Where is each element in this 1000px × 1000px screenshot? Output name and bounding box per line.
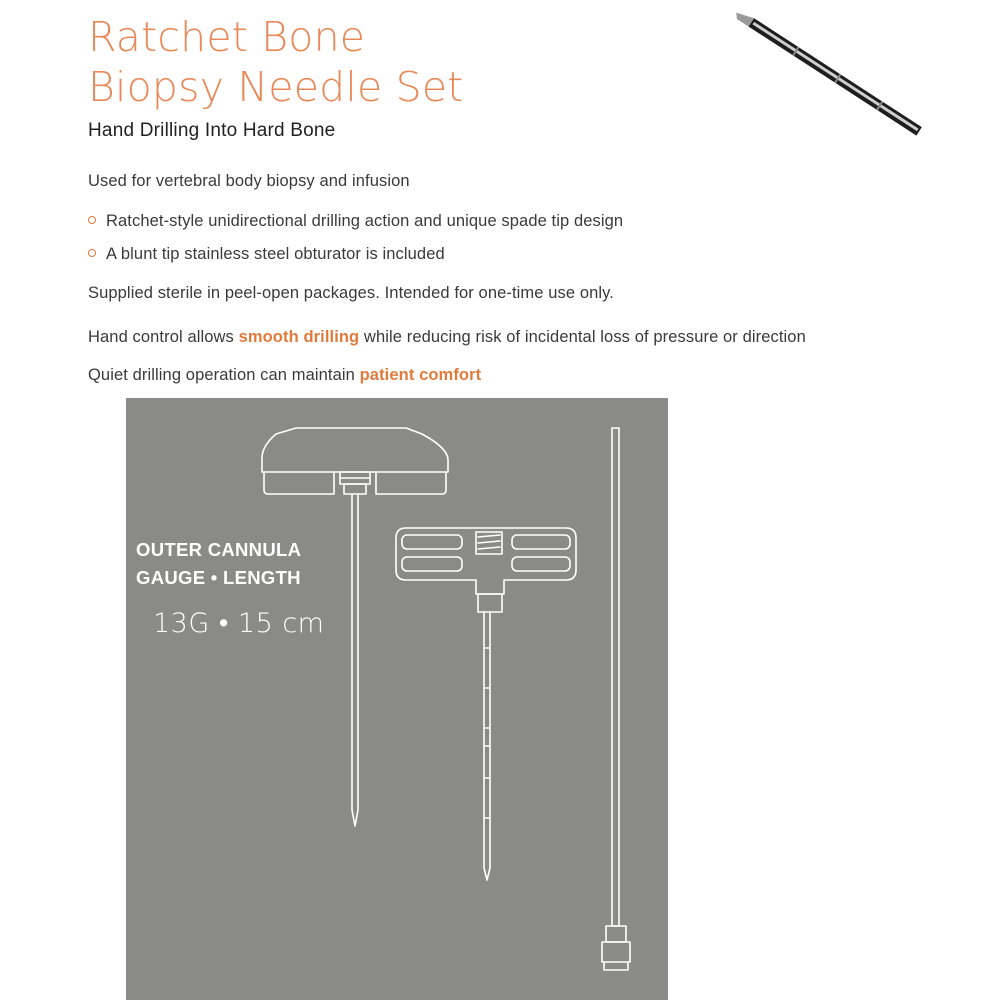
biopsy-needle-icon [735,12,935,147]
gauge-length-spec: 13G • 15 cm [153,608,325,639]
cannula-drawing [396,528,576,880]
feature-bullet [88,245,445,264]
product-title [88,12,464,112]
product-diagram-panel [126,398,668,1000]
needle-set-diagram [126,398,668,1000]
bullet-text: Ratchet-style unidirectional drilling action and unique spade tip design [106,212,624,230]
supplied-text: Supplied sterile in peel-open packages. Intended for one-time use only. [88,284,614,302]
hand-control-text [88,328,806,347]
stylet-drawing [602,428,630,970]
hand-control-after: while reducing risk of incidental loss of pressure or direction [359,328,806,346]
cannula-label [136,536,301,592]
cannula-label-line-1: OUTER CANNULA [136,539,302,560]
quiet-text [88,366,481,385]
bullet-circle-icon [88,249,96,257]
cannula-label-line-2: GAUGE • LENGTH [136,567,301,588]
product-subtitle: Hand Drilling Into Hard Bone [88,120,336,141]
title-line-2: Biopsy Needle Set [88,63,464,111]
smooth-drilling-highlight: smooth drilling [238,328,360,346]
quiet-before: Quiet drilling operation can maintain [88,366,360,384]
hand-control-before: Hand control allows [88,328,239,346]
patient-comfort-highlight: patient comfort [359,366,482,384]
bullet-text: A blunt tip stainless steel obturator is included [106,245,445,263]
feature-bullet [88,212,623,231]
intro-text: Used for vertebral body biopsy and infusion [88,172,410,190]
bullet-circle-icon [88,216,96,224]
title-line-1: Ratchet Bone [88,13,366,61]
